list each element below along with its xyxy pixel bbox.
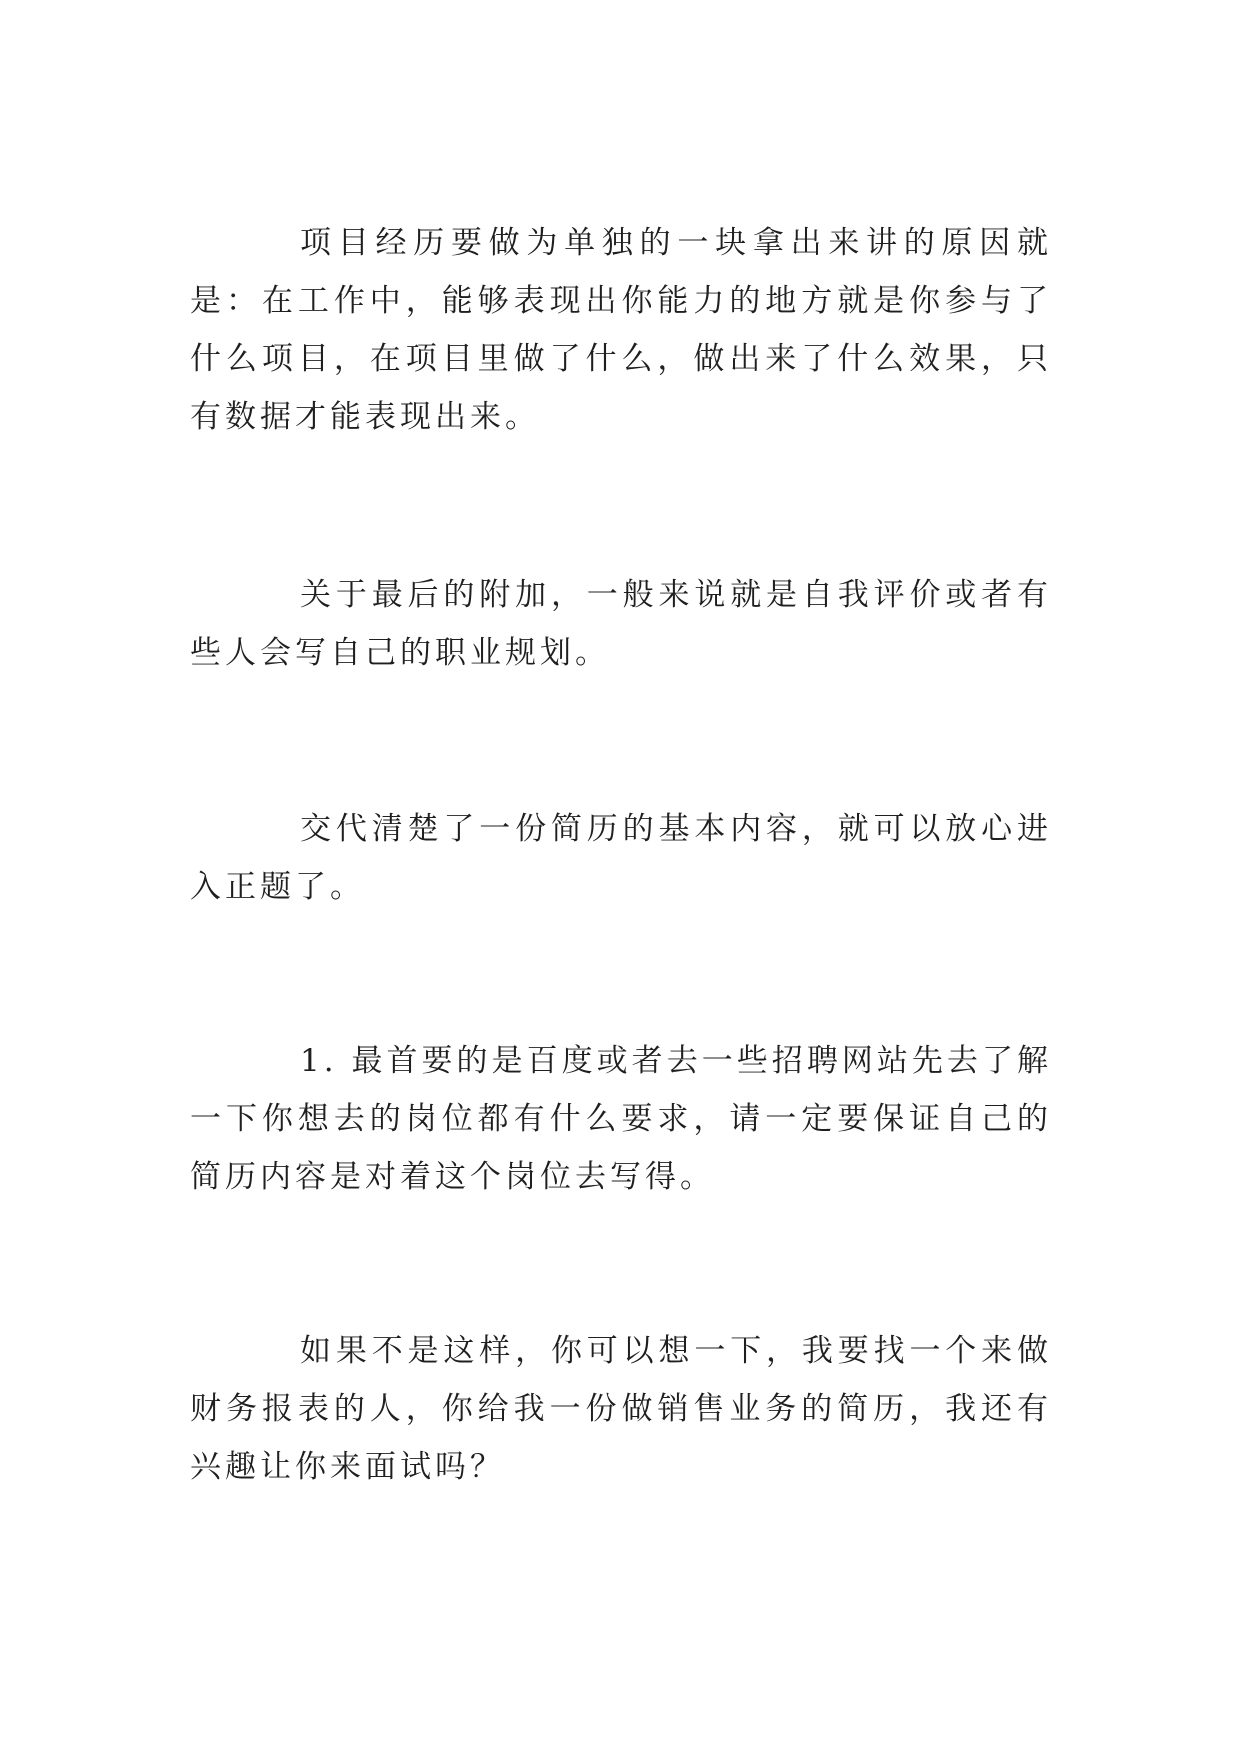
paragraph-project-experience: 项目经历要做为单独的一块拿出来讲的原因就是：在工作中，能够表现出你能力的地方就是你参与了什么项目，在项目里做了什么，做出来了什么效果，只有数据才能表现出来。 [190, 225, 1052, 435]
paragraph-additional-section: 关于最后的附加，一般来说就是自我评价或者有些人会写自己的职业规划。 [190, 577, 1052, 671]
paragraph-example: 如果不是这样，你可以想一下，我要找一个来做财务报表的人，你给我一份做销售业务的简历，我还有兴趣让你来面试吗？ [190, 1333, 1052, 1485]
paragraph-point-1: 1. 最首要的是百度或者去一些招聘网站先去了解一下你想去的岗位都有什么要求，请一定要保证自己的简历内容是对着这个岗位去写得。 [190, 1043, 1052, 1195]
paragraph-transition: 交代清楚了一份简历的基本内容，就可以放心进入正题了。 [190, 811, 1052, 905]
